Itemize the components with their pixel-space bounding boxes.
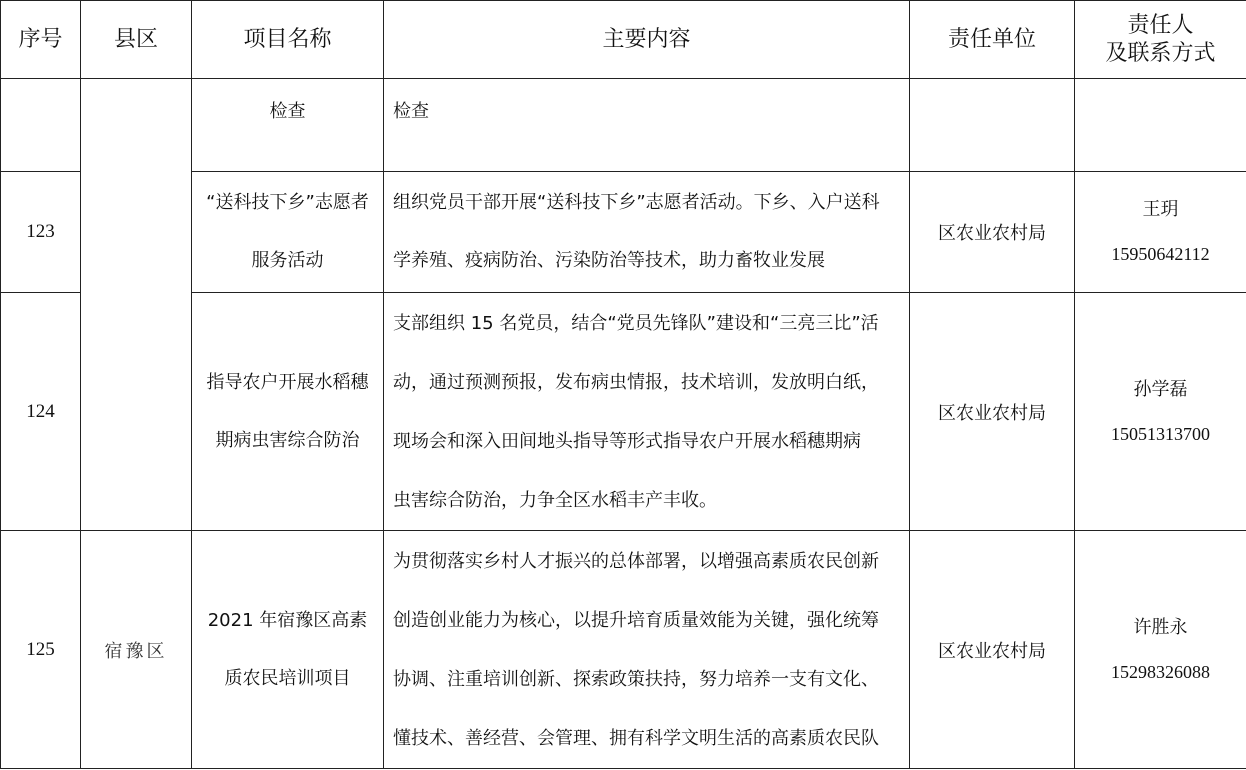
seq-cell: 123 <box>1 172 81 293</box>
table-row <box>1 79 1246 172</box>
person-cell <box>1075 531 1246 769</box>
content-cell: 检查 <box>384 79 910 172</box>
project-line: 2021 年宿豫区高素 <box>207 609 368 631</box>
project-cell <box>192 293 384 531</box>
header-content: 主要内容 <box>384 1 910 79</box>
unit-cell <box>910 79 1075 172</box>
county-cell: 宿豫区 <box>81 531 192 769</box>
content-cell <box>384 172 910 293</box>
person-cell <box>1075 172 1246 293</box>
content-line: 支部组织 15 名党员，结合“党员先锋队”建设和“三亮三比”活 <box>393 312 879 334</box>
person-cell <box>1075 293 1246 531</box>
content-line: 懂技术、善经营、会管理、拥有科学文明生活的高素质农民队 <box>393 727 879 749</box>
person-name: 许胜永 <box>1133 616 1188 638</box>
header-county: 县区 <box>81 1 192 79</box>
unit-cell: 区农业农村局 <box>910 172 1075 293</box>
person-phone: 15950642112 <box>1111 244 1210 264</box>
project-cell: 检查 <box>192 79 384 172</box>
header-project: 项目名称 <box>192 1 384 79</box>
content-line: 组织党员干部开展“送科技下乡”志愿者活动。下乡、入户送科 <box>393 192 880 213</box>
header-person <box>1075 1 1246 79</box>
header-row <box>1 1 1246 79</box>
header-seq: 序号 <box>1 1 81 79</box>
person-cell <box>1075 79 1246 172</box>
project-cell <box>192 172 384 293</box>
unit-cell: 区农业农村局 <box>910 531 1075 769</box>
content-line: 协调、注重培训创新、探索政策扶持，努力培养一支有文化、 <box>393 668 879 690</box>
unit-cell: 区农业农村局 <box>910 293 1075 531</box>
content-cell <box>384 531 910 769</box>
content-line: 学养殖、疫病防治、污染防治等技术，助力畜牧业发展 <box>393 250 825 271</box>
project-line: “送科技下乡”志愿者 <box>206 192 369 213</box>
project-line: 期病虫害综合防治 <box>215 429 360 451</box>
header-person-line1: 责任人 <box>1127 12 1194 38</box>
person-phone: 15298326088 <box>1111 661 1210 682</box>
seq-cell: 125 <box>1 531 81 769</box>
project-line: 指导农户开展水稻穗 <box>206 371 369 393</box>
county-cell-merged <box>81 79 192 531</box>
person-name: 王玥 <box>1142 199 1179 220</box>
content-cell <box>384 293 910 531</box>
project-line: 服务活动 <box>251 250 324 271</box>
header-unit: 责任单位 <box>910 1 1075 79</box>
person-name: 孙学磊 <box>1133 378 1188 400</box>
content-line: 为贯彻落实乡村人才振兴的总体部署，以增强高素质农民创新 <box>393 550 879 572</box>
table-row <box>1 531 1246 769</box>
header-person-line2: 及联系方式 <box>1105 40 1216 66</box>
content-line: 现场会和深入田间地头指导等形式指导农户开展水稻穗期病 <box>393 430 861 452</box>
person-phone: 15051313700 <box>1111 423 1210 444</box>
content-line: 虫害综合防治，力争全区水稻丰产丰收。 <box>393 489 717 511</box>
content-line: 动，通过预测预报，发布病虫情报，技术培训，发放明白纸， <box>393 371 879 393</box>
project-cell <box>192 531 384 769</box>
seq-cell: 124 <box>1 293 81 531</box>
content-line: 创造创业能力为核心，以提升培育质量效能为关键，强化统筹 <box>393 609 879 631</box>
project-line: 质农民培训项目 <box>224 667 351 689</box>
seq-cell <box>1 79 81 172</box>
